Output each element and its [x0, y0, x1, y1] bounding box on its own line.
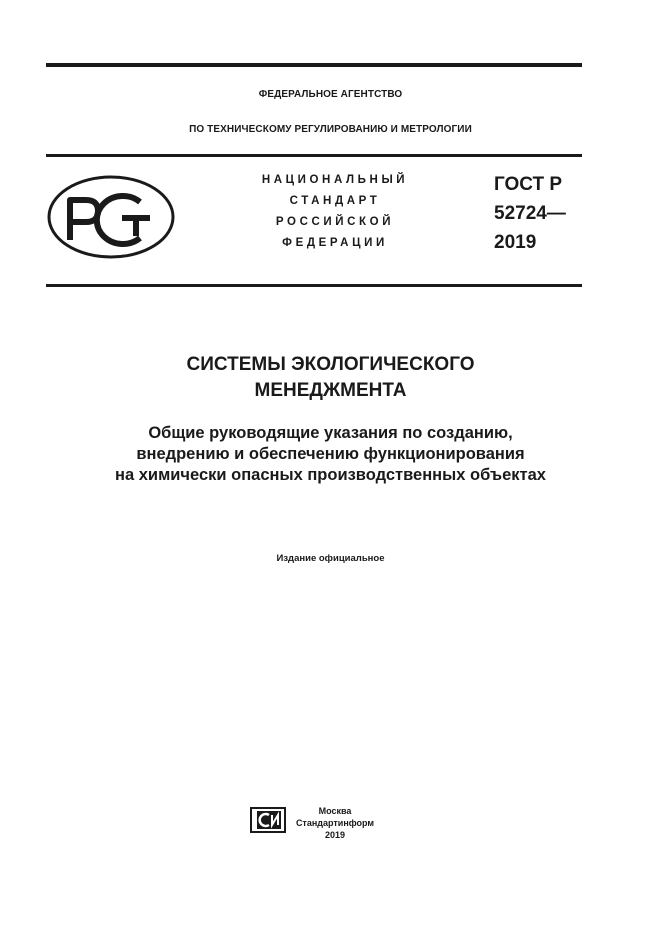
standard-designation — [494, 170, 584, 257]
agency-line-2: ПО ТЕХНИЧЕСКОМУ РЕГУЛИРОВАНИЮ И МЕТРОЛОГИИ — [189, 124, 472, 135]
designation-line-3: 2019 — [494, 232, 537, 253]
subtitle-line-1: Общие руководящие указания по созданию, — [148, 424, 513, 442]
publisher-name: Стандартинформ — [295, 818, 375, 828]
rst-logo-icon — [46, 174, 176, 260]
title-line-2: МЕНЕДЖМЕНТА — [254, 380, 407, 401]
title-line-1: СИСТЕМЫ ЭКОЛОГИЧЕСКОГО — [186, 354, 475, 375]
subtitle-line-3: на химически опасных производственных объектах — [115, 466, 546, 484]
national-standard-line-1: НАЦИОНАЛЬНЫЙ — [261, 174, 409, 186]
logo-block-rule — [46, 284, 582, 287]
edition-label: Издание официальное — [276, 553, 385, 564]
publisher-year: 2019 — [324, 830, 346, 840]
document-title — [0, 352, 661, 404]
national-standard-line-2: СТАНДАРТ — [289, 195, 381, 207]
designation-line-2: 52724— — [494, 203, 566, 224]
national-standard-line-3: РОССИЙСКОЙ — [275, 216, 395, 228]
header-rule — [46, 154, 582, 157]
national-standard-label — [240, 170, 430, 254]
designation-line-1: ГОСТ Р — [494, 174, 563, 195]
top-rule — [46, 63, 582, 67]
agency-line-1: ФЕДЕРАЛЬНОЕ АГЕНТСТВО — [258, 89, 403, 100]
national-standard-line-4: ФЕДЕРАЦИИ — [282, 237, 388, 249]
document-subtitle — [0, 423, 661, 486]
publisher-city: Москва — [318, 806, 352, 816]
publisher-info — [290, 805, 380, 841]
subtitle-line-2: внедрению и обеспечению функционирования — [136, 445, 525, 463]
standartinform-logo-icon — [249, 806, 287, 834]
